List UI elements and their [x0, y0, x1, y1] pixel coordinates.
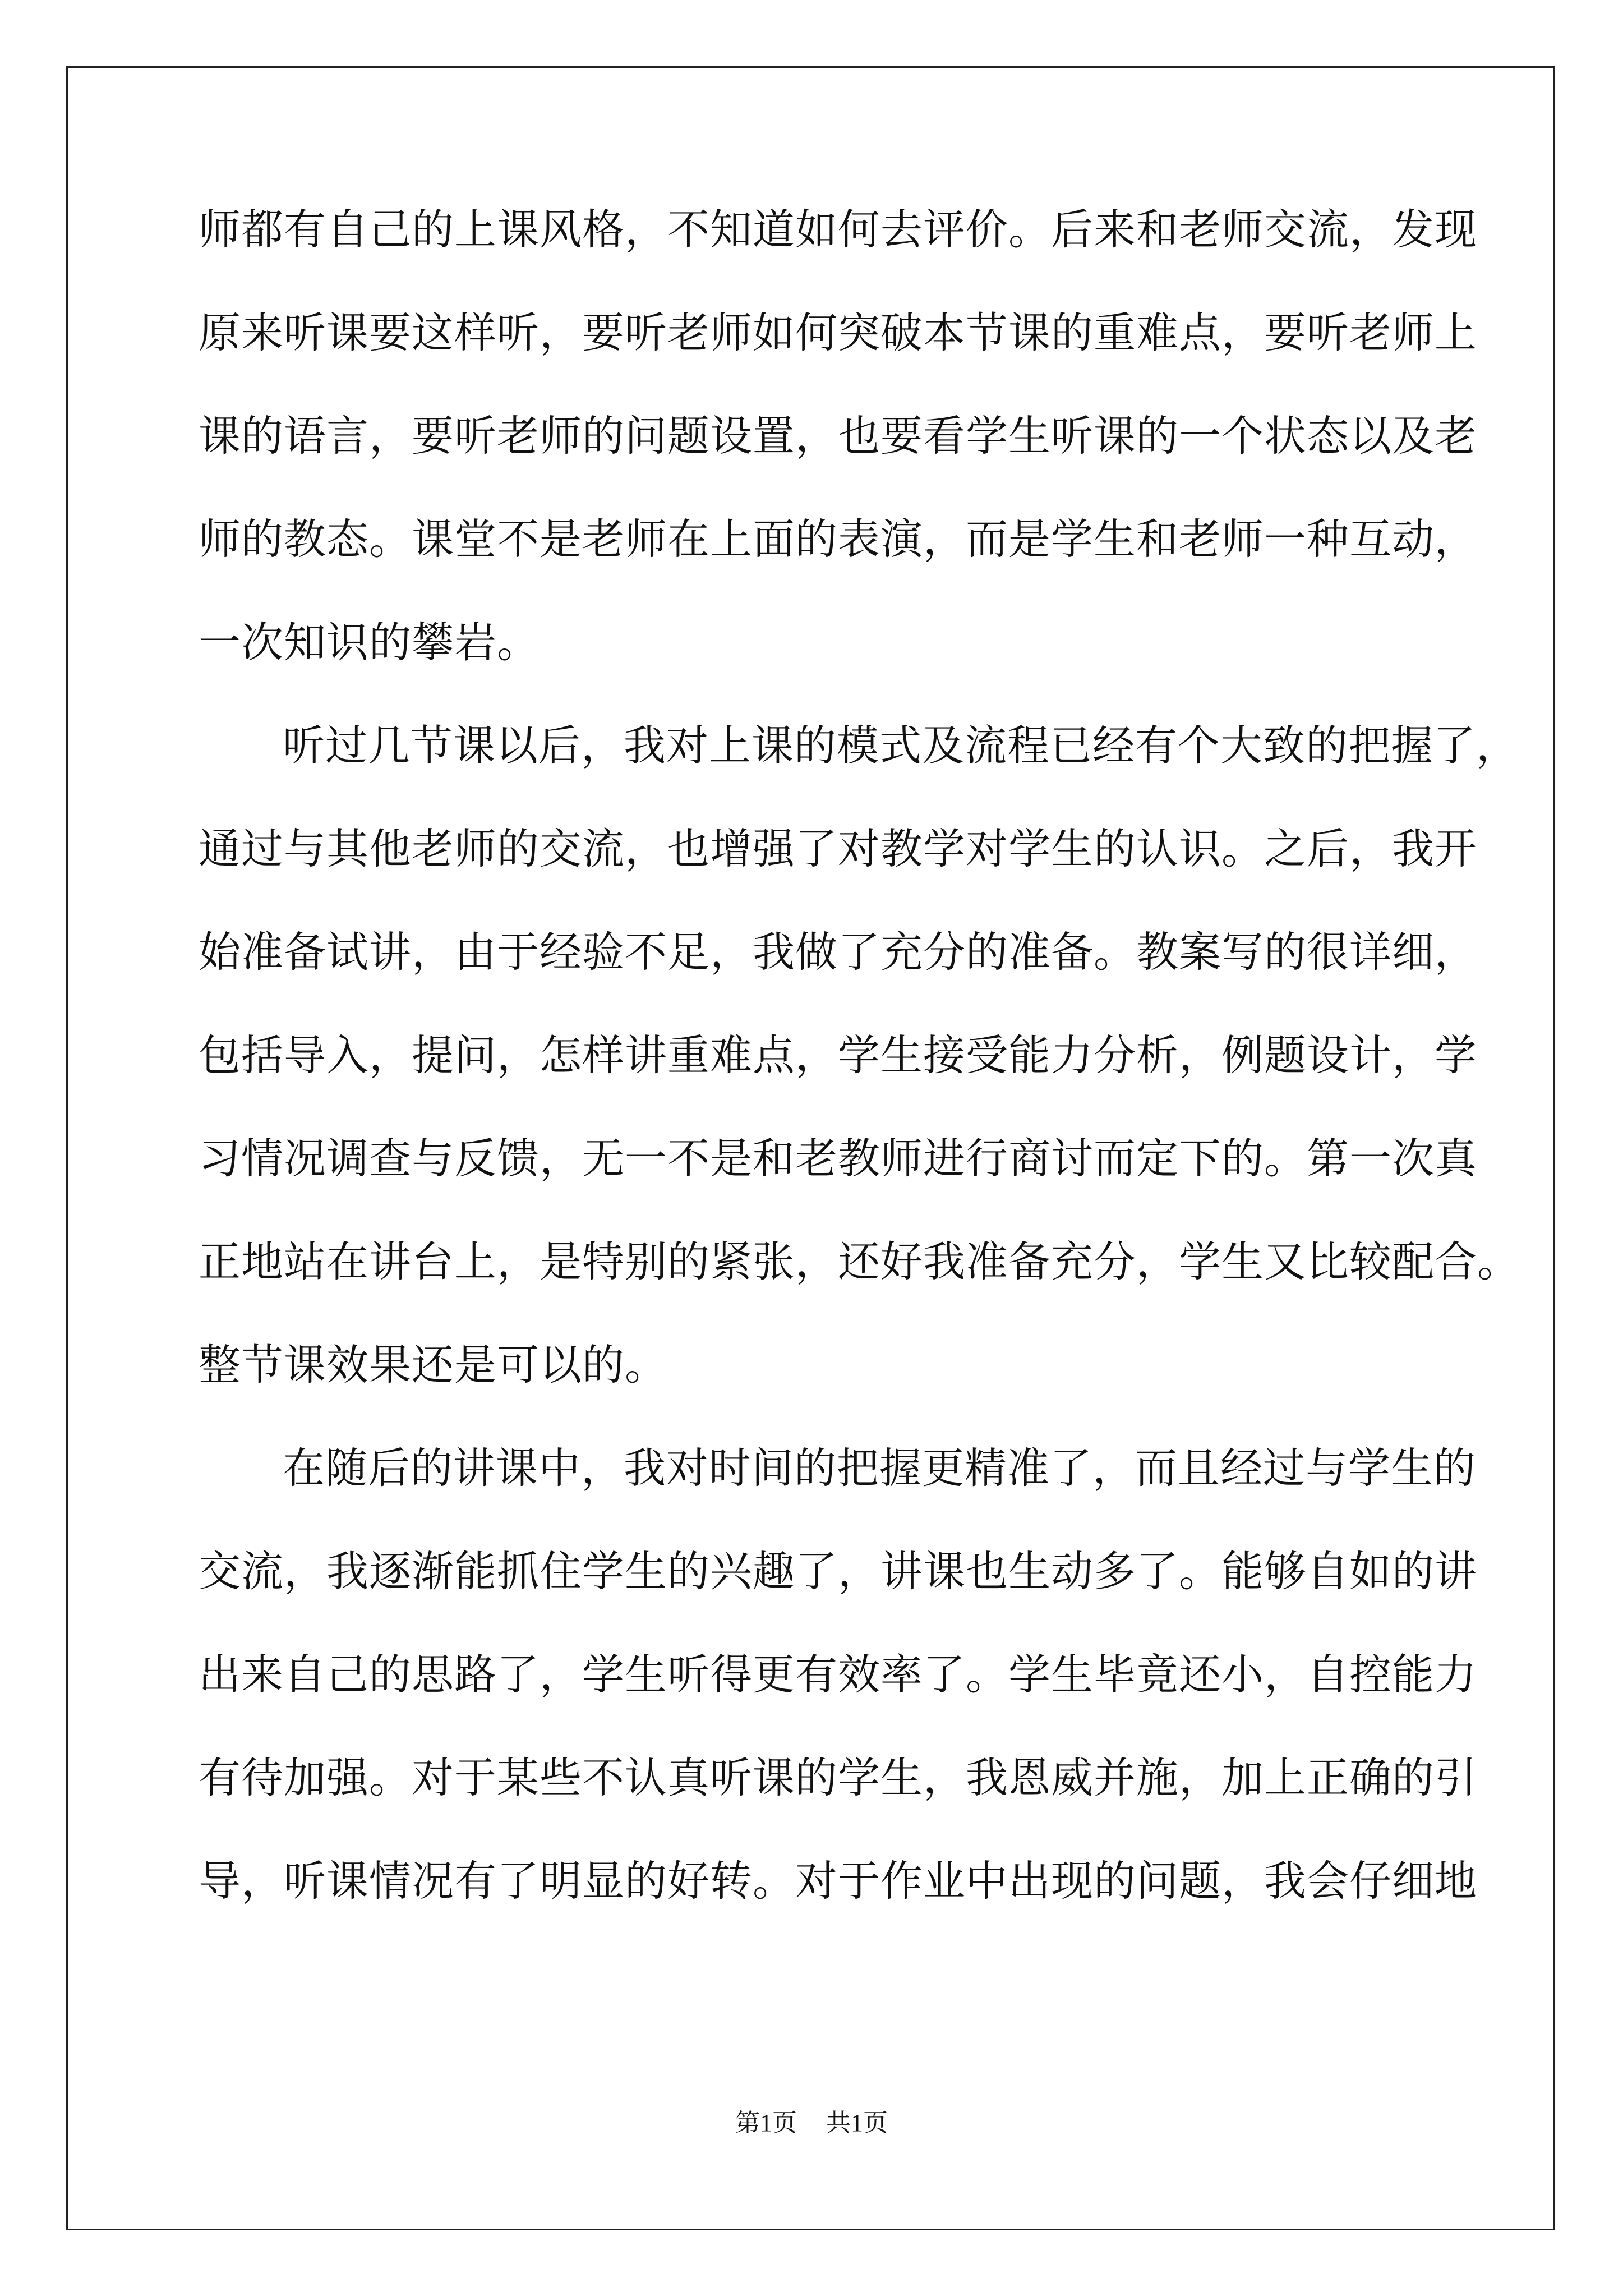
page-number: 第1页 [735, 2109, 797, 2137]
document-body [199, 205, 1520, 1963]
text-line: 包括导入，提问，怎样讲重难点，学生接受能力分析，例题设计，学 [199, 1030, 1478, 1080]
text-line: 交流，我逐渐能抓住学生的兴趣了，讲课也生动多了。能够自如的讲 [199, 1547, 1478, 1596]
text-line: 整节课效果还是可以的。 [199, 1340, 668, 1389]
text-line: 习情况调查与反馈，无一不是和老教师进行商讨而定下的。第一次真 [199, 1134, 1478, 1183]
text-line: 师都有自己的上课风格，不知道如何去评价。后来和老师交流，发现 [199, 205, 1478, 254]
text-line: 课的语言，要听老师的问题设置，也要看学生听课的一个状态以及老 [199, 411, 1478, 461]
page-footer [0, 2102, 1623, 2138]
text-line: 始准备试讲，由于经验不足，我做了充分的准备。教案写的很详细， [199, 927, 1478, 977]
paragraph-first-line: 听过几节课以后，我对上课的模式及流程已经有个大致的把握了， [283, 721, 1519, 770]
text-line: 导，听课情况有了明显的好转。对于作业中出现的问题，我会仔细地 [199, 1856, 1478, 1906]
text-line: 一次知识的攀岩。 [199, 618, 540, 667]
text-line: 出来自己的思路了，学生听得更有效率了。学生毕竟还小，自控能力 [199, 1650, 1478, 1699]
text-line: 师的教态。课堂不是老师在上面的表演，而是学生和老师一种互动， [199, 514, 1478, 564]
text-line: 正地站在讲台上，是特别的紧张，还好我准备充分，学生又比较配合。 [199, 1237, 1520, 1286]
page-total: 共1页 [826, 2109, 888, 2137]
text-line: 原来听课要这样听，要听老师如何突破本节课的重难点，要听老师上 [199, 308, 1478, 357]
paragraph-first-line: 在随后的讲课中，我对时间的把握更精准了，而且经过与学生的 [283, 1443, 1477, 1493]
text-line: 通过与其他老师的交流，也增强了对教学对学生的认识。之后，我开 [199, 824, 1478, 873]
text-line: 有待加强。对于某些不认真听课的学生，我恩威并施，加上正确的引 [199, 1753, 1478, 1802]
